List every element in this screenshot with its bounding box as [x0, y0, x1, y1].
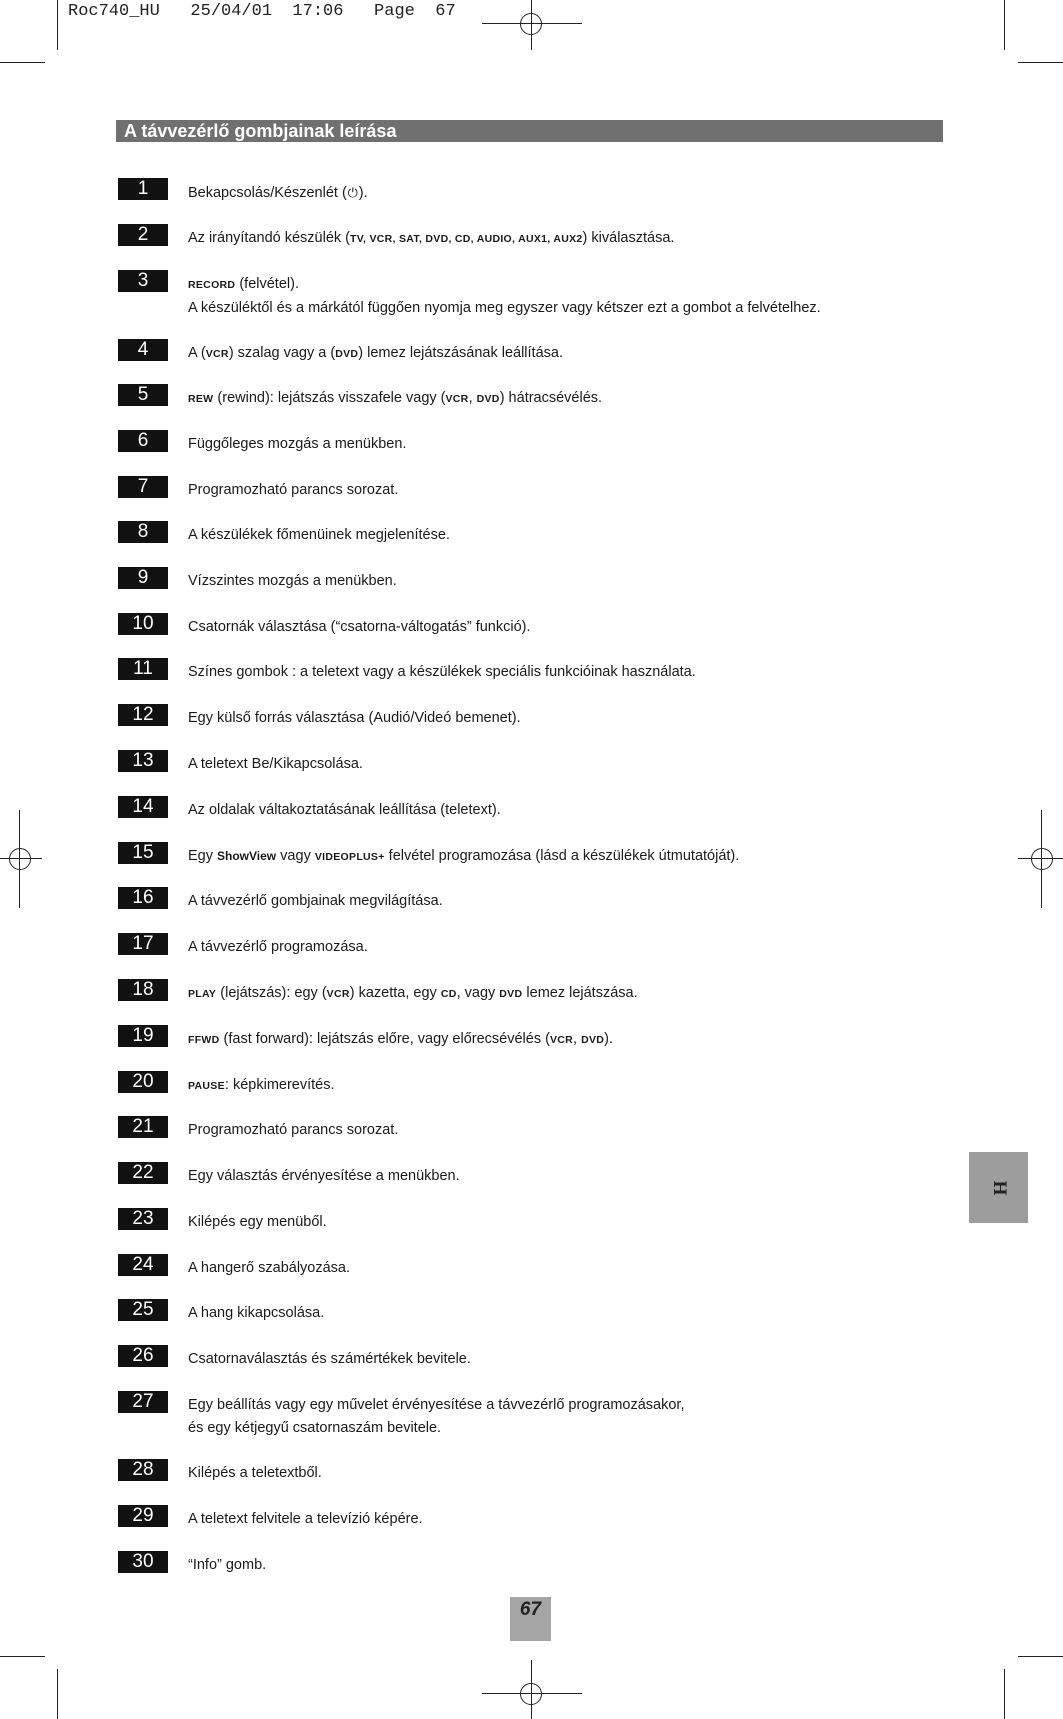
item-description: RECORD (felvétel). A készüléktől és a márkától függően nyomja meg egyszer vagy kétszer ezt a gombot a felvételhez.	[188, 276, 821, 316]
item-number: 17	[118, 933, 168, 955]
item-description: A (VCR) szalag vagy a (DVD) lemez lejátszásának leállítása.	[188, 345, 563, 361]
item-description: Csatornaválasztás és számértékek bevitele.	[188, 1351, 471, 1367]
item-description: Kilépés egy menüből.	[188, 1214, 327, 1230]
language-tab-label: H	[988, 1180, 1010, 1195]
item-description: Egy külső forrás választása (Audió/Videó bemenet).	[188, 710, 521, 726]
item-number: 22	[118, 1162, 168, 1184]
item-description: A távvezérlő programozása.	[188, 939, 368, 955]
item-number: 7	[118, 476, 168, 498]
item-number: 16	[118, 887, 168, 909]
crop-mark	[1018, 62, 1063, 63]
item-number: 29	[118, 1505, 168, 1527]
item-number: 2	[118, 224, 168, 246]
item-number: 24	[118, 1254, 168, 1276]
item-description: PAUSE: képkimerevítés.	[188, 1077, 335, 1093]
item-description: A hang kikapcsolása.	[188, 1305, 325, 1321]
item-number: 12	[118, 704, 168, 726]
item-number: 15	[118, 842, 168, 864]
crop-mark	[1004, 1669, 1005, 1719]
crop-mark	[1018, 1656, 1063, 1657]
item-description: A távvezérlő gombjainak megvilágítása.	[188, 893, 443, 909]
page-number: 67	[510, 1597, 551, 1641]
item-description: Egy ShowView vagy VIDEOPLUS+ felvétel programozása (lásd a készülékek útmutatóját).	[188, 848, 740, 864]
item-description: Programozható parancs sorozat.	[188, 1122, 399, 1138]
item-description: Egy beállítás vagy egy művelet érvényesítése a távvezérlő programozásakor, és egy kétjegyű csatornaszám bevitele.	[188, 1397, 685, 1436]
item-number: 1	[118, 178, 168, 200]
item-number: 26	[118, 1345, 168, 1367]
item-number: 27	[118, 1391, 168, 1413]
item-description: A hangerő szabályozása.	[188, 1260, 351, 1276]
crop-mark	[0, 1656, 45, 1657]
item-number: 25	[118, 1299, 168, 1321]
crop-mark	[1004, 0, 1005, 50]
item-number: 6	[118, 430, 168, 452]
print-slug: Roc740_HU 25/04/01 17:06 Page 67	[68, 2, 456, 21]
item-number: 19	[118, 1025, 168, 1047]
item-number: 10	[118, 613, 168, 635]
item-number: 28	[118, 1459, 168, 1481]
item-description: A készülékek főmenüinek megjelenítése.	[188, 527, 450, 543]
language-tab	[969, 1152, 1028, 1223]
item-description: Egy választás érvényesítése a menükben.	[188, 1168, 460, 1184]
crop-mark	[57, 1669, 58, 1719]
item-description: Bekapcsolás/Készenlét (⏻).	[188, 181, 938, 205]
item-description: Kilépés a teletextből.	[188, 1465, 322, 1481]
crop-mark	[57, 0, 58, 50]
item-number: 18	[118, 979, 168, 1001]
item-number: 21	[118, 1116, 168, 1138]
item-number: 14	[118, 796, 168, 818]
item-description: Színes gombok : a teletext vagy a készülékek speciális funkcióinak használata.	[188, 664, 696, 680]
item-number: 9	[118, 567, 168, 589]
item-description: REW (rewind): lejátszás visszafele vagy (VCR, DVD) hátracsévélés.	[188, 390, 603, 406]
item-description: Csatornák választása (“csatorna-váltogatás” funkció).	[188, 619, 531, 635]
item-description: FFWD (fast forward): lejátszás előre, vagy előrecsévélés (VCR, DVD).	[188, 1031, 614, 1047]
section-title: A távvezérlő gombjainak leírása	[116, 120, 943, 142]
item-description: A teletext felvitele a televízió képére.	[188, 1511, 423, 1527]
crop-mark	[0, 62, 45, 63]
item-description: Az irányítandó készülék (TV, VCR, SAT, DVD, CD, AUDIO, AUX1, AUX2) kiválasztása.	[188, 230, 675, 246]
item-description: A teletext Be/Kikapcsolása.	[188, 756, 363, 772]
item-number: 4	[118, 339, 168, 361]
item-description: Vízszintes mozgás a menükben.	[188, 573, 397, 589]
power-icon: ⏻	[347, 185, 358, 200]
item-description: Az oldalak váltakoztatásának leállítása (teletext).	[188, 802, 501, 818]
item-number: 23	[118, 1208, 168, 1230]
item-number: 20	[118, 1071, 168, 1093]
item-description: PLAY (lejátszás): egy (VCR) kazetta, egy CD, vagy DVD lemez lejátszása.	[188, 985, 638, 1001]
item-number: 11	[118, 658, 168, 680]
item-number: 30	[118, 1551, 168, 1573]
item-number: 3	[118, 270, 168, 292]
item-description: “Info” gomb.	[188, 1557, 267, 1573]
item-description: Függőleges mozgás a menükben.	[188, 436, 407, 452]
item-number: 8	[118, 521, 168, 543]
item-description: Programozható parancs sorozat.	[188, 482, 399, 498]
item-number: 13	[118, 750, 168, 772]
item-number: 5	[118, 384, 168, 406]
